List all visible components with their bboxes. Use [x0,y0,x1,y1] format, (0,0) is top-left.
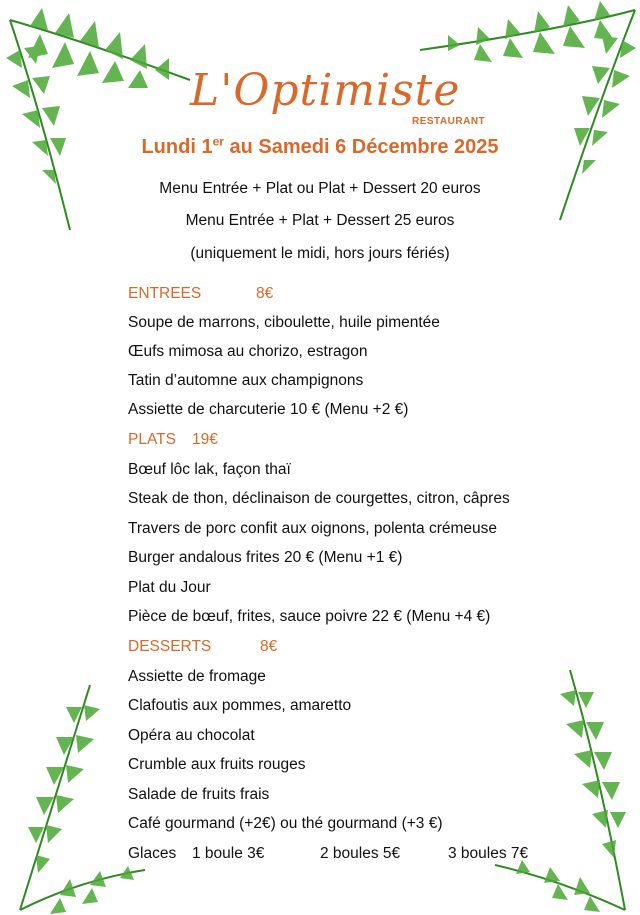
list-item: Burger andalous frites 20 € (Menu +1 €) [128,549,403,566]
section-entrees [128,285,274,303]
list-item: Soupe de marrons, ciboulette, huile pimentée [128,314,440,331]
restaurant-logo [180,65,486,136]
list-item: Œufs mimosa au chorizo, estragon [128,343,368,360]
logo-name: L'Optimiste [190,65,461,116]
menu-offer-1: Menu Entrée + Plat ou Plat + Dessert 20 euros [159,180,481,197]
date-sup: er [212,134,224,149]
list-item: Salade de fruits frais [128,786,270,803]
list-item: Steak de thon, déclinaison de courgettes, citron, câpres [128,490,510,507]
logo-subtitle: RESTAURANT [412,116,486,127]
section-title: ENTREES [128,285,202,302]
menu-offer-note: (uniquement le midi, hors jours fériés) [190,245,450,262]
glaces-label: Glaces [128,845,177,862]
section-plats [128,431,218,449]
list-item: Bœuf lôc lak, façon thaï [128,461,291,478]
glaces-two-scoops: 2 boules 5€ [320,845,401,862]
list-item: Assiette de charcuterie 10 € (Menu +2 €) [128,401,409,418]
list-item: Plat du Jour [128,579,211,596]
section-price: 19€ [192,431,218,448]
palm-leaf-icon [490,665,640,915]
date-heading [0,136,640,159]
date-suffix: au Samedi 6 Décembre 2025 [223,136,499,158]
list-item: Travers de porc confit aux oignons, polenta crémeuse [128,520,498,537]
section-desserts [128,638,278,656]
glaces-three-scoops: 3 boules 7€ [448,845,529,862]
list-item: Café gourmand (+2€) ou thé gourmand (+3 €) [128,815,443,832]
section-price: 8€ [256,285,274,302]
section-price: 8€ [260,638,278,655]
list-item: Opéra au chocolat [128,727,255,744]
list-item: Tatin d’automne aux champignons [128,372,364,389]
section-title: PLATS [128,431,176,448]
palm-leaf-icon [0,0,200,240]
list-item: Pièce de bœuf, frites, sauce poivre 22 € (Menu +4 €) [128,608,491,625]
list-item: Crumble aux fruits rouges [128,756,306,773]
glaces-one-scoop: 1 boule 3€ [192,845,265,862]
list-item: Clafoutis aux pommes, amaretto [128,697,352,714]
glaces-row [128,845,548,863]
section-title: DESSERTS [128,638,212,655]
menu-offer-2: Menu Entrée + Plat + Dessert 25 euros [185,212,455,229]
date-prefix: Lundi 1 [141,136,213,158]
list-item: Assiette de fromage [128,668,266,685]
